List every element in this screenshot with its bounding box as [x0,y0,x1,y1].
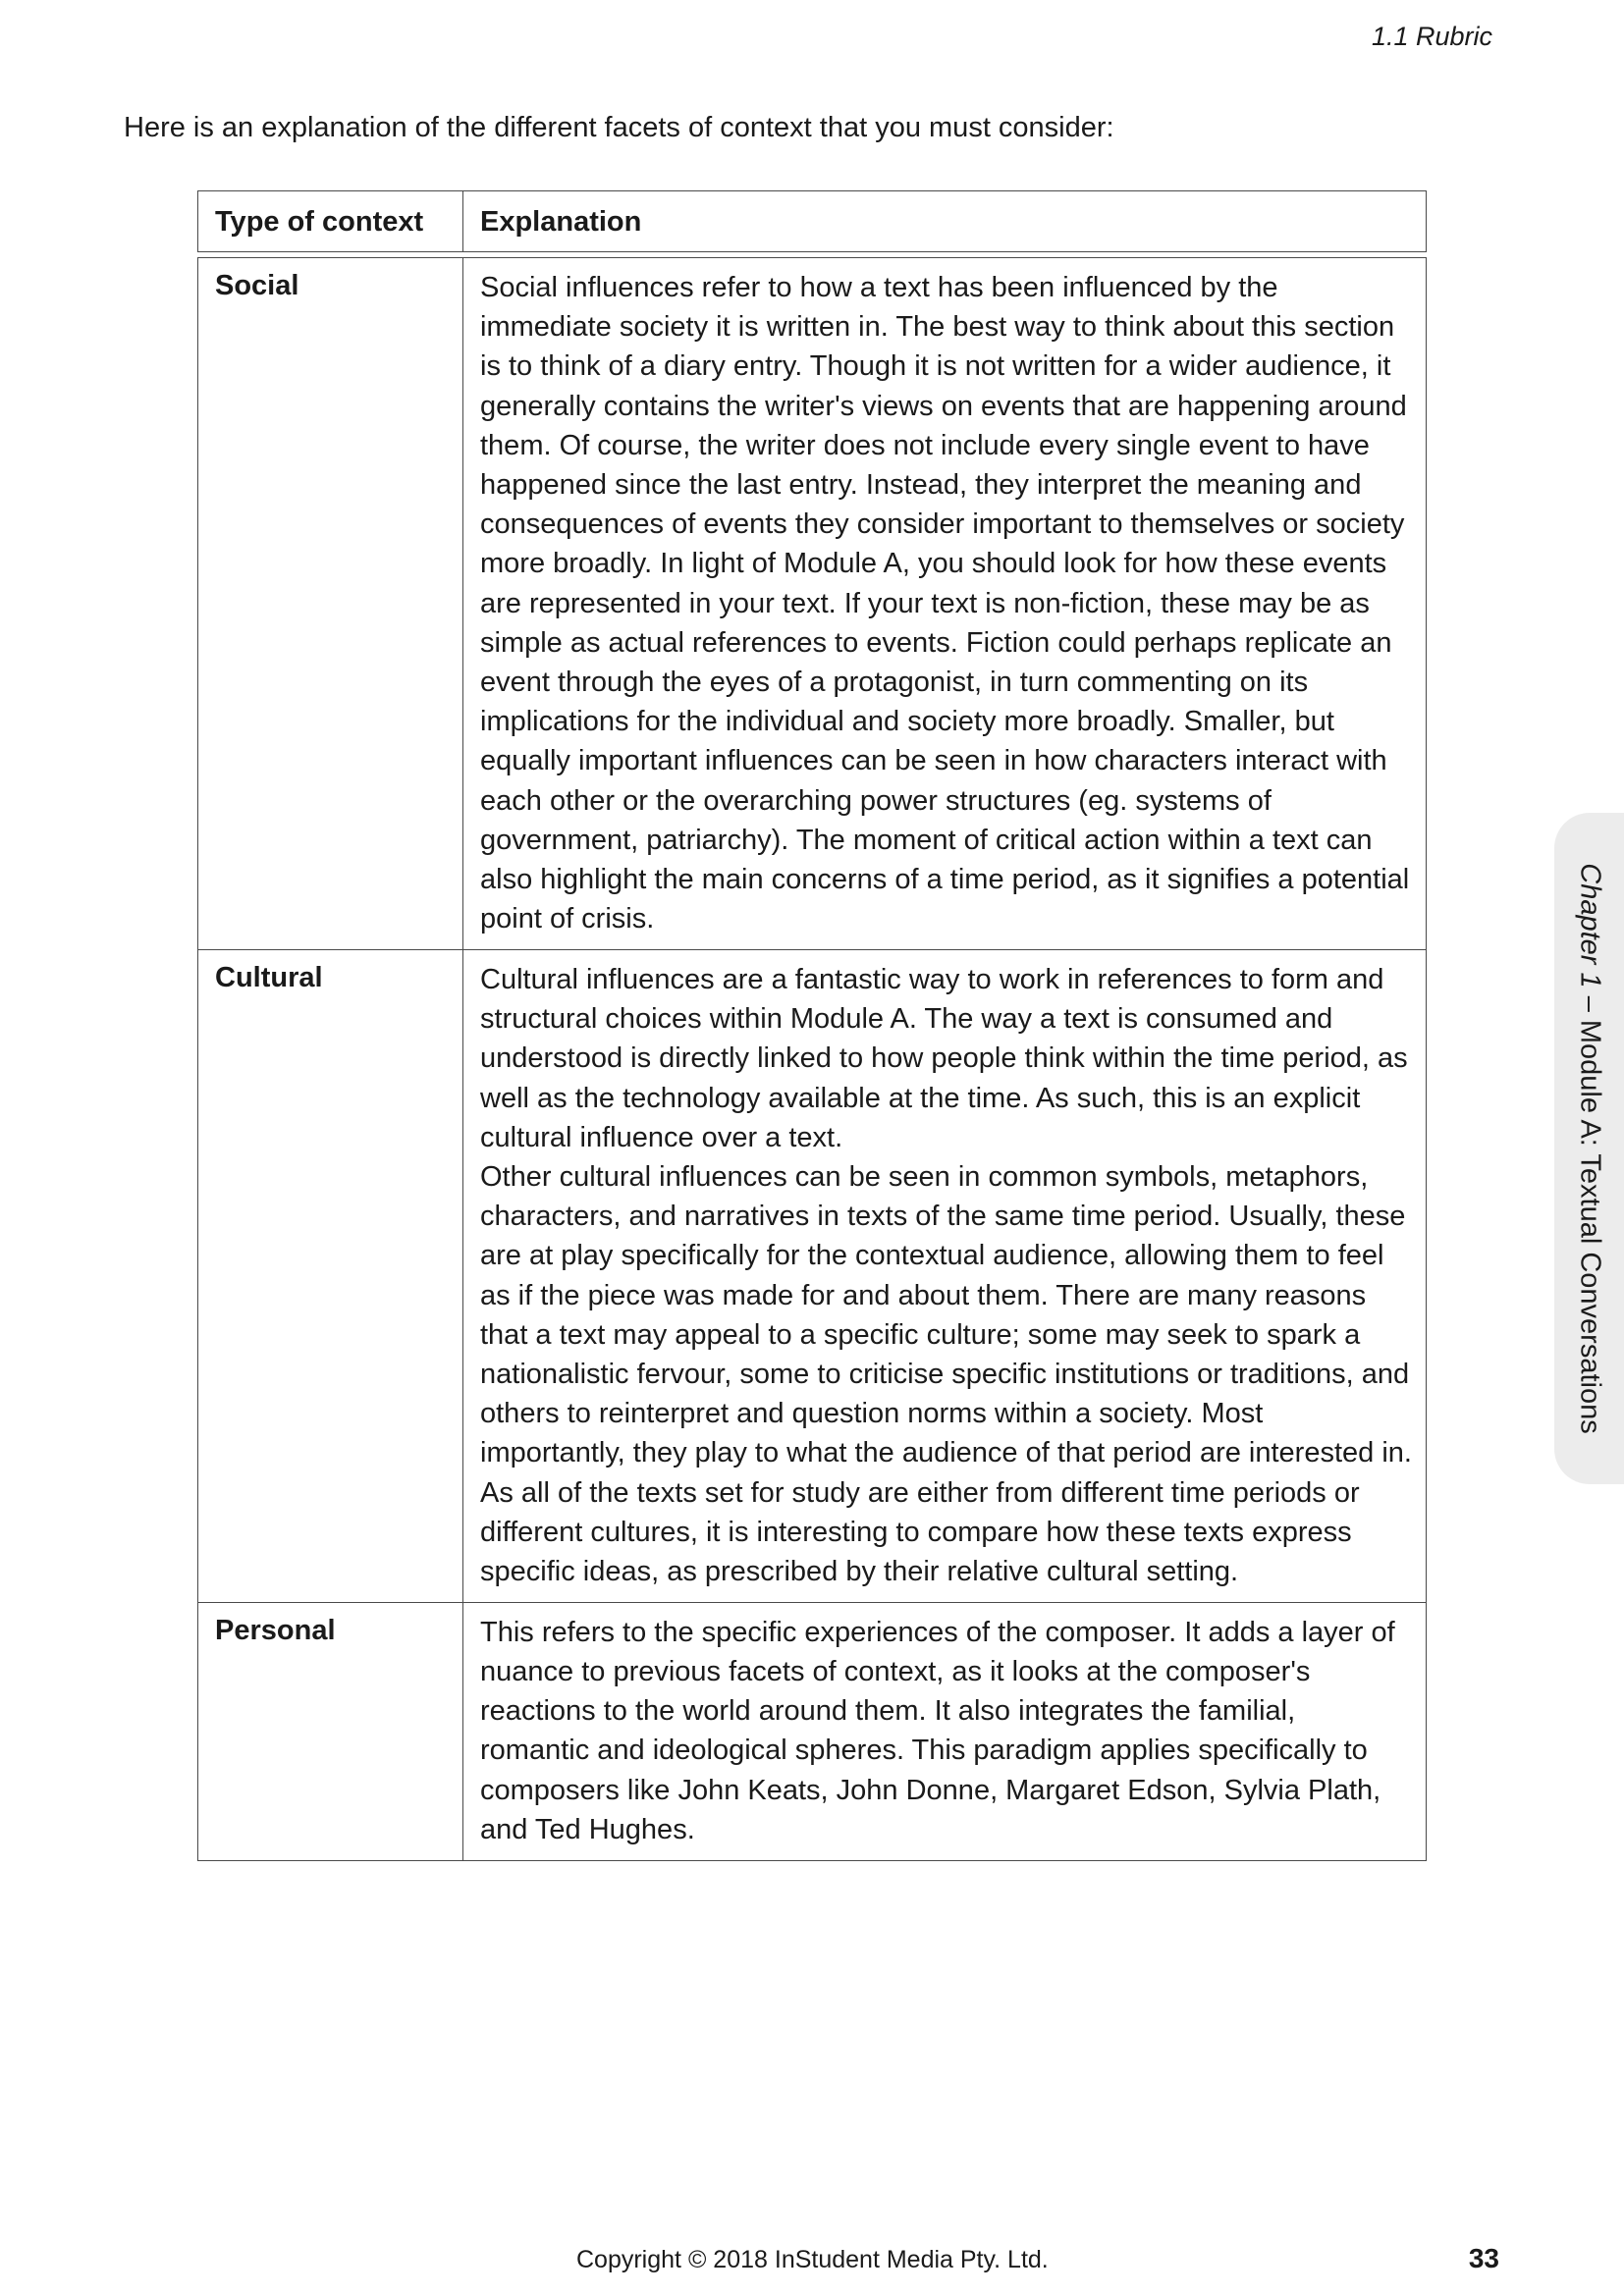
chapter-side-tab-text [1574,863,1606,1433]
table-row-cultural [197,949,1427,1603]
row-type-personal: Personal [198,1603,463,1860]
running-head: 1.1 Rubric [1371,22,1492,51]
explanation-paragraph: This refers to the specific experiences of the composer. It adds a layer of nuance to previous facets of context, as it looks at the composer's reactions to the world around them. It also integrates the familial, romantic and ideological spheres. This paradigm applies specifically to composers like John Keats, John Donne, Margaret Edson, Sylvia Plath, and Ted Hughes. [480,1616,1395,1845]
explanation-paragraph: Social influences refer to how a text has been influenced by the immediate society it is written in. The best way to think about this section is to think of a diary entry. Though it is not written for a wider audience, it generally contains the writer's views on events that are happening around them. Of course, the writer does not include every single event to have happened since the last entry. Instead, they interpret the meaning and consequences of events they consider important to themselves or society more broadly. In light of Module A, you should look for how these events are represented in your text. If your text is non-fiction, these may be as simple as actual references to events. Fiction could perhaps replicate an event through the eyes of a protagonist, in turn commenting on its implications for the individual and society more broadly. Smaller, but equally important influences can be seen in how characters interact with each other or the overarching power structures (eg. systems of government, patriarchy). The moment of critical action within a text can also highlight the main concerns of a time period, as it signifies a potential point of crisis. [480,272,1410,935]
explanation-paragraph: Other cultural influences can be seen in common symbols, metaphors, characters, and narratives in texts of the same time period. Usually, these are at play specifically for the contextual audience, allowing them to feel as if the piece was made for and about them. There are many reasons that a text may appeal to a specific culture; some may seek to spark a nationalistic fervour, some to criticise specific institutions or traditions, and others to reinterpret and question norms within a society. Most importantly, they play to what the audience of that period are interested in. As all of the texts set for study are either from different time periods or different cultures, it is interesting to compare how these texts express specific ideas, as prescribed by their relative cultural setting. [480,1160,1412,1587]
chapter-title: Module A: Textual Conversations [1574,1019,1606,1434]
header-type-of-context: Type of context [198,191,463,251]
footer-copyright: Copyright © 2018 InStudent Media Pty. Ltd. [576,2246,1049,2273]
table-header-row [197,190,1427,252]
context-table [197,190,1427,1861]
header-explanation: Explanation [480,206,642,238]
row-type-social: Social [198,258,463,949]
page-number: 33 [1468,2243,1499,2273]
row-explanation-personal [463,1603,1426,1860]
explanation-paragraph: Cultural influences are a fantastic way to work in references to form and structural choices within Module A. The way a text is consumed and understood is directly linked to how people think within the time period, as well as the technology available at the time. As such, this is an explicit cultural influence over a text. [480,963,1408,1153]
chapter-label: Chapter 1 [1574,863,1606,988]
chapter-separator: – [1574,988,1606,1020]
intro-text: Here is an explanation of the different facets of context that you must consider: [124,112,1114,143]
row-explanation-social [463,258,1426,949]
chapter-side-tab [1554,813,1624,1484]
row-type-cultural: Cultural [198,950,463,1602]
table-row-social [197,257,1427,950]
row-explanation-cultural [463,950,1426,1602]
table-row-personal [197,1602,1427,1861]
